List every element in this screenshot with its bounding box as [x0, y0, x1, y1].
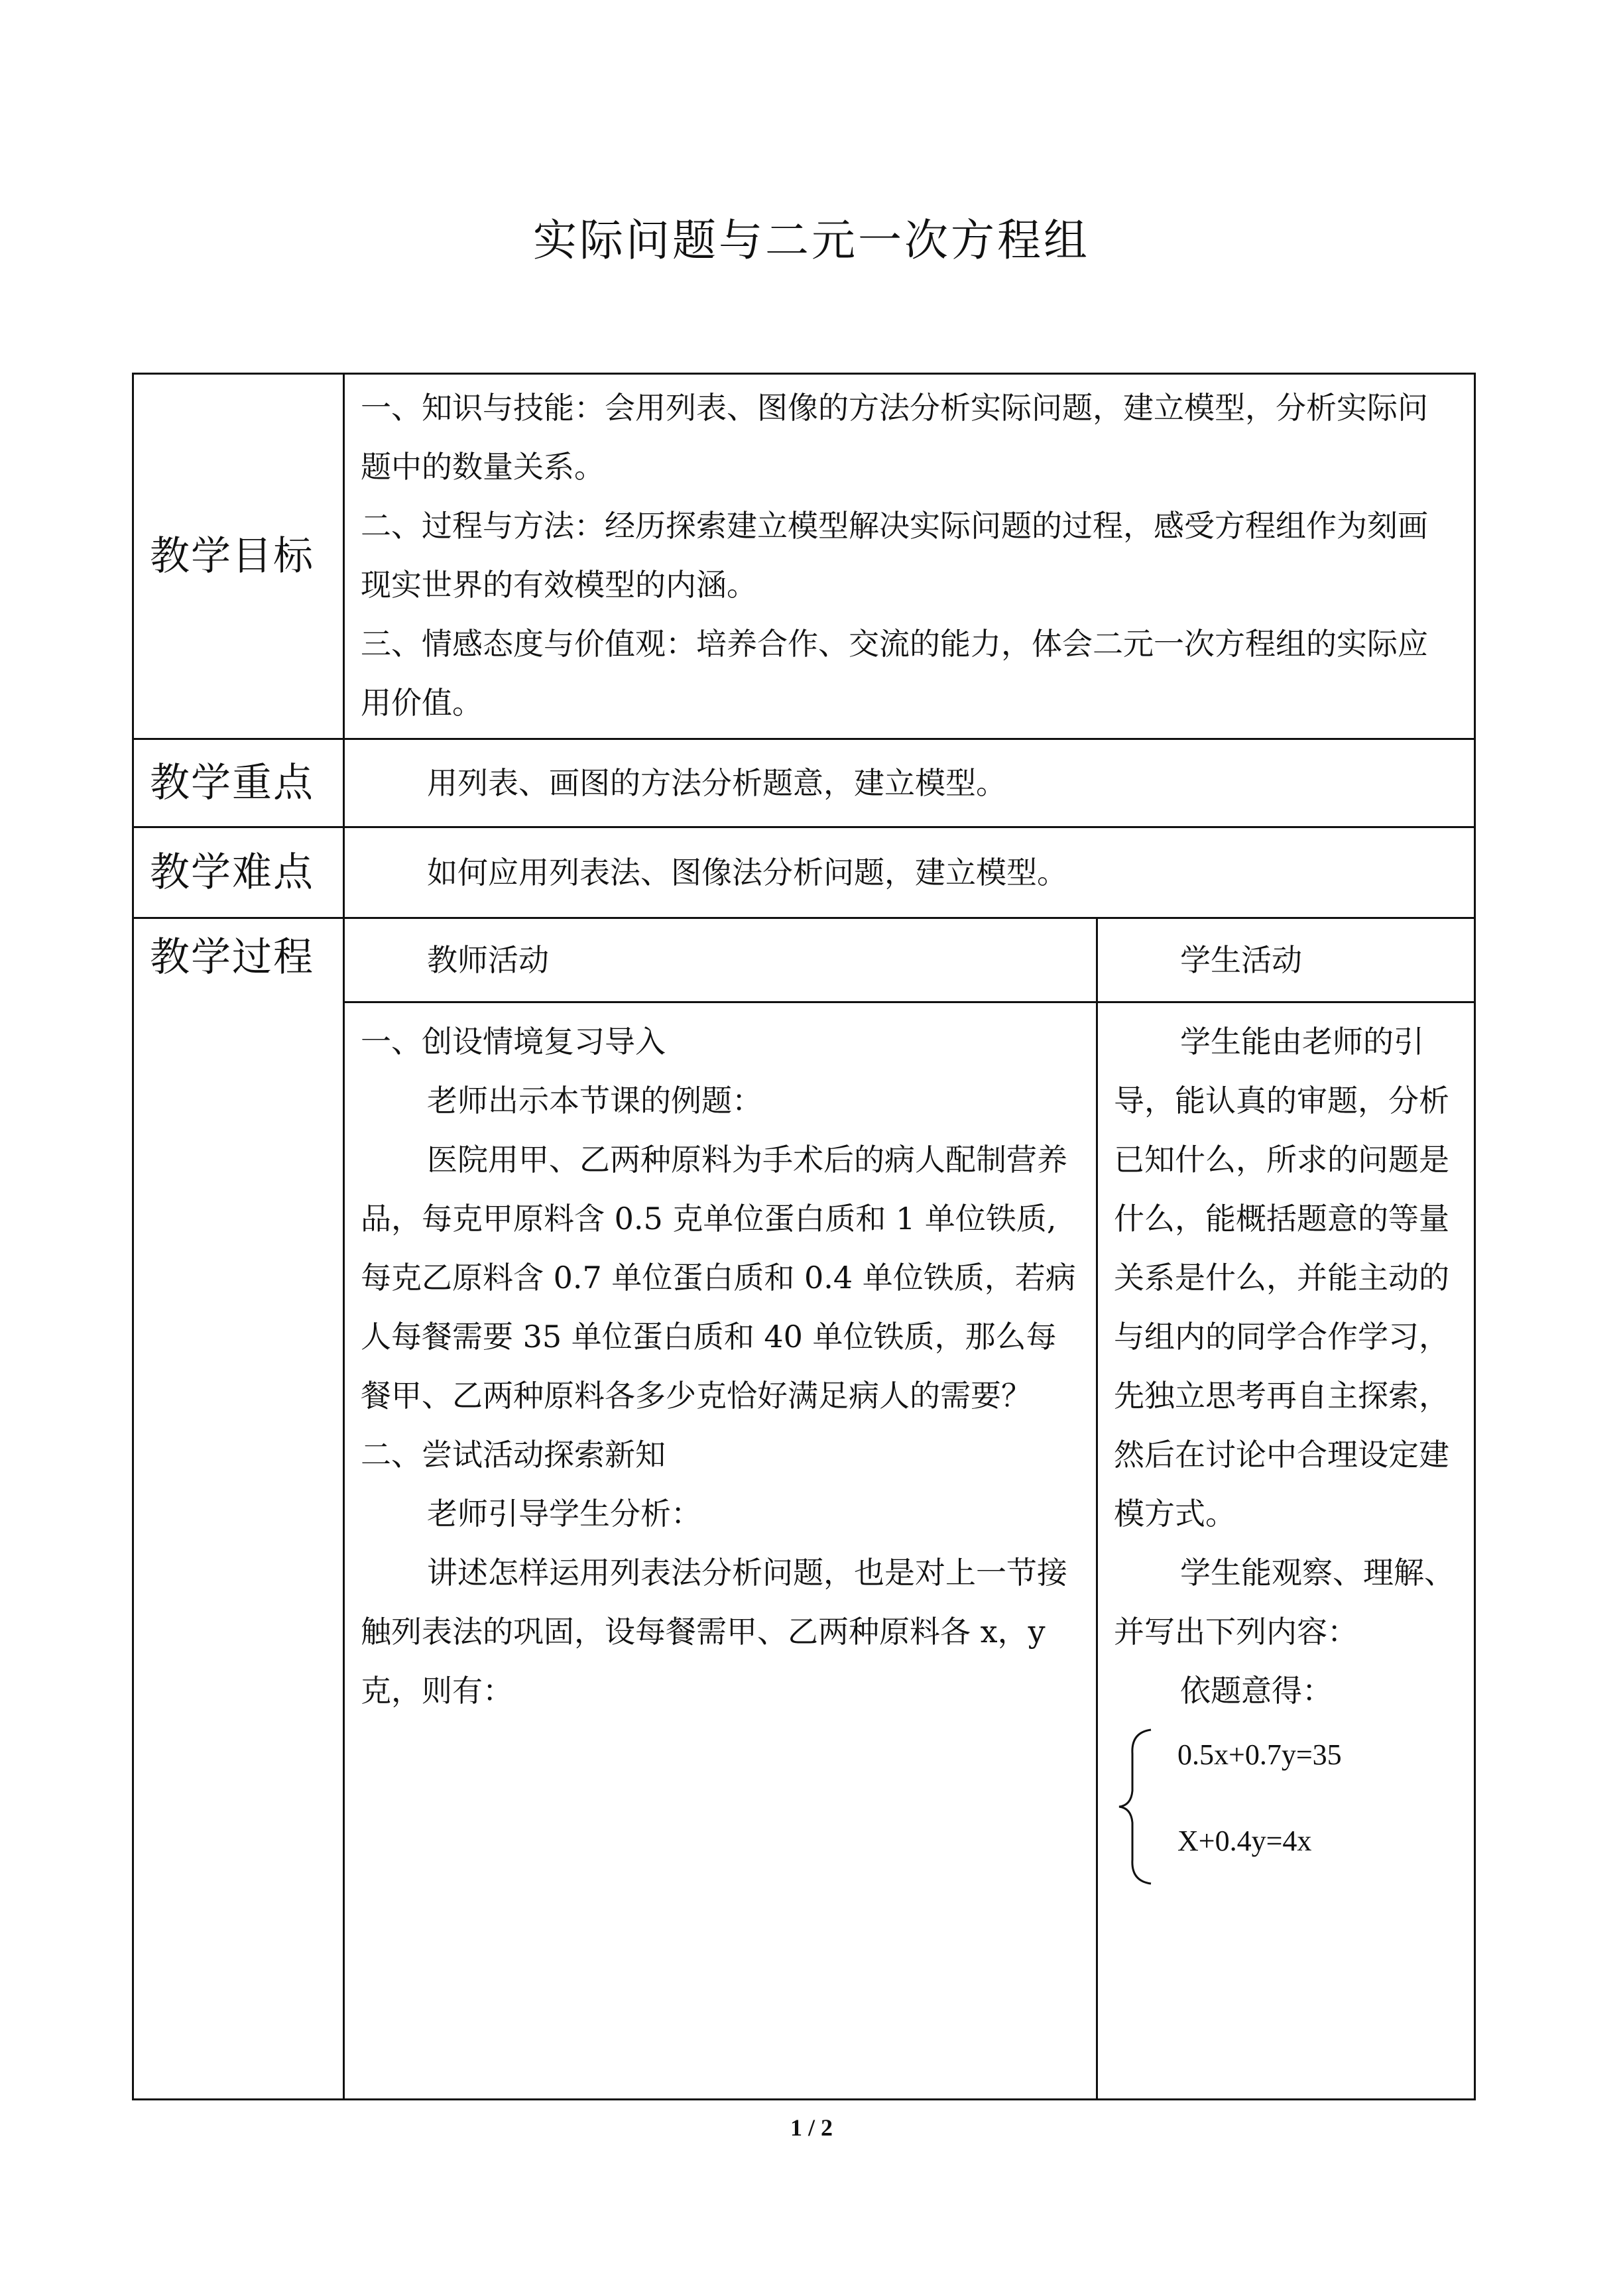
key-points-row — [133, 739, 1475, 827]
student-paragraph: 学生能观察、理解、并写出下列内容： — [1114, 1555, 1455, 1650]
goals-content — [344, 374, 1475, 739]
process-label-text: 教学过程 — [150, 934, 314, 981]
left-brace-icon — [1111, 1727, 1164, 1886]
section-heading: 二、尝试活动探索新知 — [361, 1437, 666, 1473]
goal-item: 三、情感态度与价值观：培养合作、交流的能力，体会二元一次方程组的实际应用价值。 — [361, 626, 1428, 721]
student-paragraph: 学生能由老师的引导，能认真的审题，分析已知什么，所求的问题是什么，能概括题意的等量关系是什么，并能主动的与组内的同学合作学习，先独立思考再自主探索，然后在讨论中合理设定建模方式。 — [1114, 1024, 1449, 1532]
student-paragraph: 依题意得： — [1180, 1673, 1333, 1709]
section-heading: 一、创设情境复习导入 — [361, 1024, 666, 1059]
equation-2: X+0.4y=4x — [1177, 1825, 1312, 1857]
key-points-label: 教学重点 — [133, 739, 344, 827]
page-title: 实际问题与二元一次方程组 — [533, 215, 1090, 266]
key-points-text: 用列表、画图的方法分析题意，建立模型。 — [427, 764, 1006, 801]
example-problem: 医院用甲、乙两种原料为手术后的病人配制营养品，每克甲原料含 0.5 克单位蛋白质和 1 单位铁质,每克乙原料含 0.7 单位蛋白质和 0.4 单位铁质，若病人每餐需要 35 单位蛋白质和 40 单位铁质，那么每餐甲、乙两种原料各多少克恰好满足病人的需要？ — [361, 1142, 1076, 1414]
teacher-line: 老师引导学生分析： — [427, 1496, 701, 1532]
teacher-line: 老师出示本节课的例题： — [427, 1083, 762, 1118]
difficulties-label: 教学难点 — [133, 827, 344, 918]
lesson-plan-table — [132, 373, 1476, 2100]
equation-system — [1111, 1727, 1474, 1886]
student-header: 学生活动 — [1180, 941, 1302, 978]
student-header-cell — [1097, 918, 1475, 1002]
goal-item: 二、过程与方法：经历探索建立模型解决实际问题的过程，感受方程组作为刻画现实世界的有效模型的内涵。 — [361, 508, 1428, 603]
teacher-header-cell — [344, 918, 1097, 1002]
key-points-content — [344, 739, 1475, 827]
goal-item: 一、知识与技能：会用列表、图像的方法分析实际问题，建立模型，分析实际问题中的数量关系。 — [361, 390, 1428, 485]
teacher-header: 教师活动 — [427, 941, 549, 978]
equation-1: 0.5x+0.7y=35 — [1177, 1738, 1342, 1771]
page-number: 1 / 2 — [790, 2114, 833, 2141]
goals-label: 教学目标 — [133, 374, 344, 739]
difficulties-content — [344, 827, 1475, 918]
process-label — [133, 918, 344, 2100]
student-activity — [1097, 1002, 1475, 2100]
teacher-analysis: 讲述怎样运用列表法分析问题，也是对上一节接触列表法的巩固，设每餐需甲、乙两种原料各 x，y 克，则有： — [361, 1555, 1067, 1709]
goals-row — [133, 374, 1475, 739]
difficulties-row — [133, 827, 1475, 918]
process-header-row — [133, 918, 1475, 1002]
difficulties-text: 如何应用列表法、图像法分析问题，建立模型。 — [427, 854, 1067, 890]
teacher-activity — [344, 1002, 1097, 2100]
